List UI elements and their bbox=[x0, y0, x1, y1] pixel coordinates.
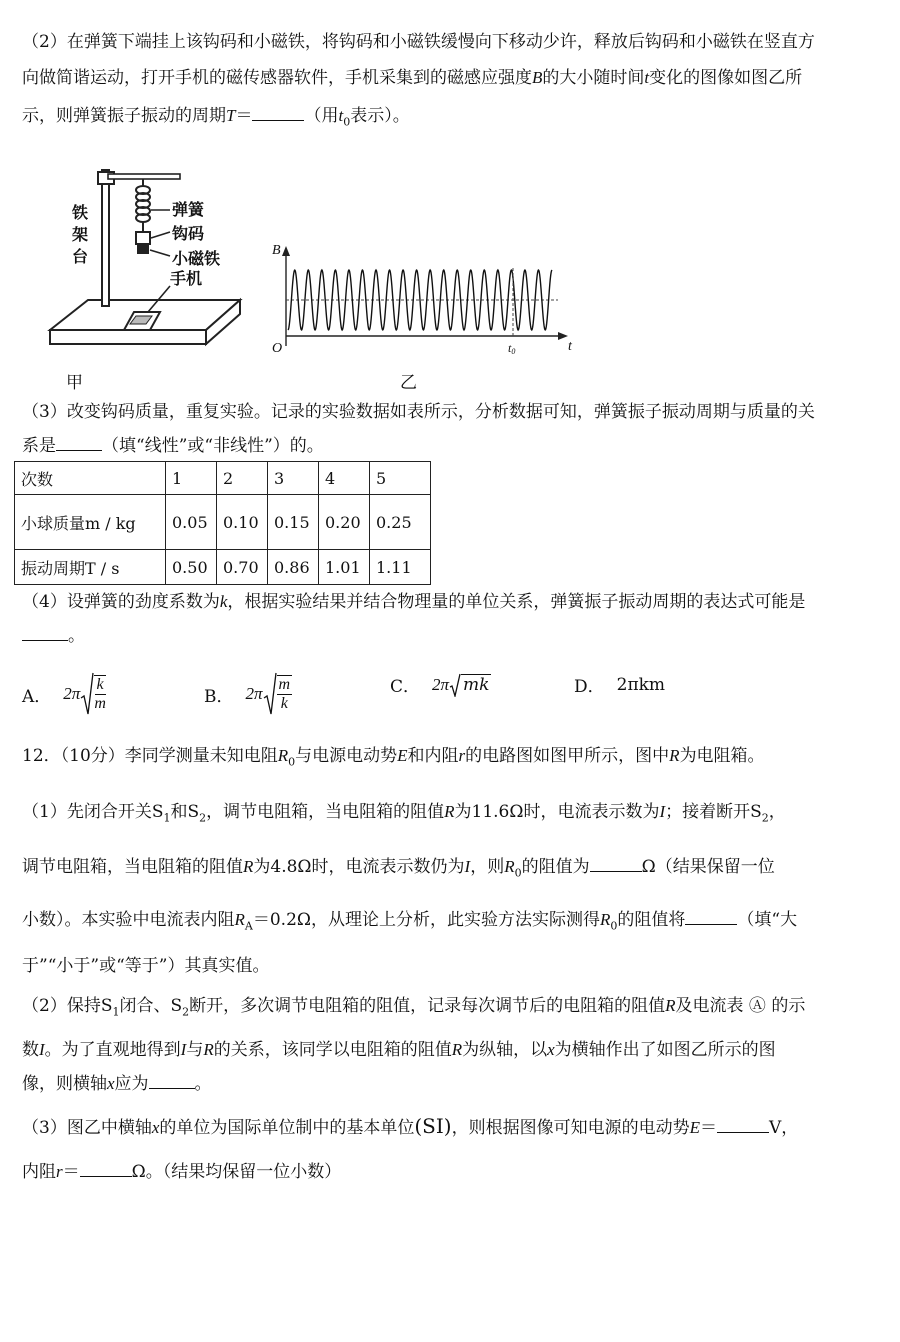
data-table bbox=[14, 461, 431, 585]
table-cell: 0.10 bbox=[217, 495, 268, 550]
q12-part2-line1: （2）保持$S_1$闭合、$S_2$断开，多次调节电阻箱的阻值，记录每次调节后的电阻箱的阻值R及电流表 Ⓐ 的示 bbox=[22, 996, 806, 1019]
answer-blank-emf[interactable] bbox=[717, 1116, 769, 1133]
axis-y-label: B bbox=[272, 243, 281, 258]
q11-part3-line2: 系是 （填“线性”或“非线性”）的。 bbox=[22, 436, 324, 456]
weight-icon bbox=[136, 232, 150, 244]
table-cell: 4 bbox=[319, 462, 370, 495]
q12-part1-line1: （1）先闭合开关$S_1$和$S_2$，调节电阻箱，当电阻箱的阻值R为11.6Ω时，电流表示数为I；接着断开$S_2$， bbox=[22, 802, 786, 825]
table-cell: 0.86 bbox=[268, 550, 319, 585]
t0-label: t0 bbox=[508, 341, 516, 356]
sqrt-icon bbox=[263, 672, 277, 716]
answer-blank-xaxis[interactable] bbox=[149, 1072, 195, 1089]
q11-part4-line2: 。 bbox=[22, 624, 85, 648]
q12-part2-line2: 数I。为了直观地得到I与R的关系，该同学以电阻箱的阻值R为纵轴，以x为横轴作出了如图乙所示的图 bbox=[22, 1040, 776, 1060]
axis-x-label: t bbox=[568, 339, 572, 354]
table-header-cell: 振动周期T / s bbox=[15, 550, 166, 585]
q12-part3-line1: （3）图乙中横轴x的单位为国际单位制中的基本单位(SI)，则根据图像可知电源的电动势E＝ V， bbox=[22, 1114, 799, 1138]
answer-blank-formula[interactable] bbox=[22, 624, 68, 641]
figure-yi-graph bbox=[262, 238, 590, 358]
label-jia: 架 bbox=[72, 227, 89, 244]
label-tai: 台 bbox=[72, 249, 89, 266]
answer-blank-relation[interactable] bbox=[56, 434, 102, 451]
label-phone: 手机 bbox=[170, 271, 203, 288]
label-magnet: 小磁铁 bbox=[172, 251, 221, 268]
origin-label: O bbox=[272, 341, 283, 356]
q11-part4-line1: （4）设弹簧的劲度系数为k，根据实验结果并结合物理量的单位关系，弹簧振子振动周期的表达式可能是 bbox=[22, 592, 806, 612]
table-cell: 0.70 bbox=[217, 550, 268, 585]
caption-jia: 甲 bbox=[66, 373, 83, 393]
q11-part2-line2: 向做简谐运动，打开手机的磁传感器软件，手机采集到的磁感应强度B的大小随时间t变化的图像如图乙所 bbox=[22, 68, 803, 88]
q12-part2-line3: 像，则横轴x应为 。 bbox=[22, 1074, 212, 1094]
table-cell: 0.20 bbox=[319, 495, 370, 550]
sqrt-icon bbox=[80, 672, 94, 716]
answer-blank-r0[interactable] bbox=[590, 855, 642, 872]
table-cell: 1 bbox=[166, 462, 217, 495]
table-cell: 1.11 bbox=[370, 550, 431, 585]
table-row bbox=[15, 462, 431, 495]
answer-blank-compare[interactable] bbox=[685, 908, 737, 925]
table-cell: 0.50 bbox=[166, 550, 217, 585]
option-c[interactable]: C． 2π mk bbox=[390, 674, 490, 697]
caption-yi: 乙 bbox=[400, 373, 417, 393]
q11-part2-line1: （2）在弹簧下端挂上该钩码和小磁铁，将钩码和小磁铁缓慢向下移动少许，释放后钩码和小磁铁在竖直方 bbox=[22, 32, 815, 52]
label-spring: 弹簧 bbox=[172, 202, 205, 219]
spring-icon bbox=[136, 179, 150, 232]
q12-part3-line2: 内阻r＝ Ω。（结果均保留一位小数） bbox=[22, 1162, 342, 1182]
answer-blank-period[interactable] bbox=[252, 104, 304, 121]
table-cell: 2 bbox=[217, 462, 268, 495]
table-row bbox=[15, 550, 431, 585]
table-cell: 3 bbox=[268, 462, 319, 495]
label-tie: 铁 bbox=[72, 205, 89, 222]
table-cell: 1.01 bbox=[319, 550, 370, 585]
q11-part3-line1: （3）改变钩码质量，重复实验。记录的实验数据如表所示，分析数据可知，弹簧振子振动周期与质量的关 bbox=[22, 402, 815, 422]
q12-part1-line2: 调节电阻箱，当电阻箱的阻值R为4.8Ω时，电流表示数仍为I，则$R_0$的阻值为 Ω（结果保留一位 bbox=[22, 857, 775, 880]
option-a[interactable]: A． 2π $\frac{k}{m}$ bbox=[22, 672, 106, 716]
table-row bbox=[15, 495, 431, 550]
q11-part2-line3: 示，则弹簧振子振动的周期T＝ （用$t_0$表示）。 bbox=[22, 106, 410, 129]
table-cell: 5 bbox=[370, 462, 431, 495]
table-header-cell: 小球质量m / kg bbox=[15, 495, 166, 550]
table-cell: 0.05 bbox=[166, 495, 217, 550]
q12-heading: 12．（10分）李同学测量未知电阻$R_0$与电源电动势E和内阻r的电路图如图甲所示，图中R为电阻箱。 bbox=[22, 746, 765, 769]
table-cell: 0.25 bbox=[370, 495, 431, 550]
q12-part1-line4: 于”“小于”或“等于”）其真实值。 bbox=[22, 956, 270, 976]
sqrt-icon bbox=[449, 673, 461, 697]
option-b[interactable]: B． 2π $\frac{m}{k}$ bbox=[204, 672, 292, 716]
option-d[interactable]: D． 2πkm bbox=[574, 674, 666, 697]
magnet-icon bbox=[137, 245, 149, 254]
table-cell: 0.15 bbox=[268, 495, 319, 550]
q12-part1-line3: 小数）。本实验中电流表内阻$R_A=0.2\Omega$，从理论上分析，此实验方法实际测得$R_0$的阻值将 （填“大 bbox=[22, 910, 798, 933]
answer-blank-internal-r[interactable] bbox=[80, 1160, 132, 1177]
figure-jia-apparatus bbox=[20, 152, 250, 362]
table-header-cell: 次数 bbox=[15, 462, 166, 495]
label-weight: 钩码 bbox=[172, 226, 205, 243]
